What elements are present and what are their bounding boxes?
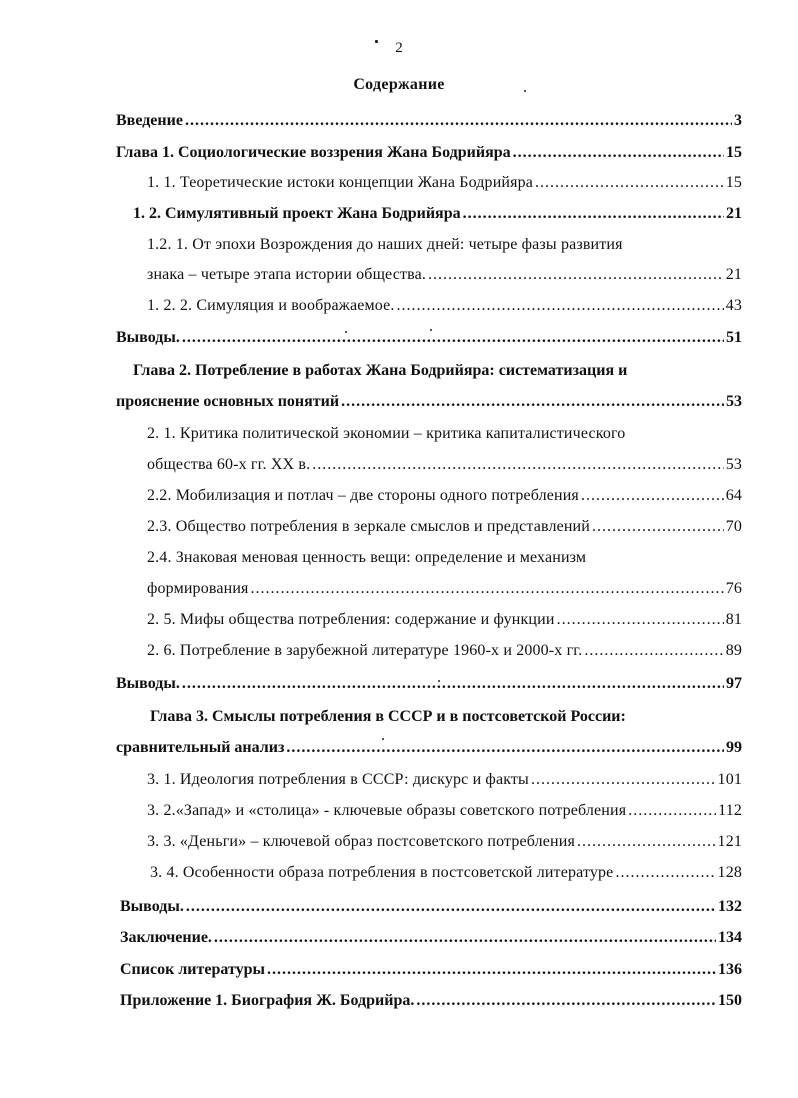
dot-leader bbox=[214, 925, 716, 951]
dot-leader bbox=[312, 452, 723, 478]
entry-title-line1: 2. 1. Критика политической экономии – критика капиталистического bbox=[147, 425, 626, 442]
entry-page: 112 bbox=[718, 802, 742, 819]
entry-page: 3 bbox=[734, 112, 742, 129]
dot-leader bbox=[463, 201, 724, 227]
entry-title-line1: 1.2. 1. От эпохи Возрождения до наших дней: четыре фазы развития bbox=[147, 236, 623, 253]
toc-entry[interactable] bbox=[147, 638, 742, 664]
dot-leader bbox=[615, 860, 715, 886]
entry-title: 1. 2. Симулятивный проект Жана Бодрийяра bbox=[133, 205, 461, 222]
toc-entry[interactable] bbox=[116, 671, 742, 697]
dot-leader bbox=[581, 483, 724, 509]
toc-entry[interactable] bbox=[147, 607, 742, 633]
entry-page: 76 bbox=[725, 580, 742, 597]
dot-leader bbox=[397, 293, 724, 319]
page-number: 2 bbox=[395, 40, 403, 56]
toc-entry[interactable] bbox=[116, 735, 742, 761]
dot-leader bbox=[182, 325, 724, 351]
entry-page: 134 bbox=[718, 929, 742, 946]
entry-title: 3. 2.«Запад» и «столица» - ключевые образы советского потребления bbox=[147, 802, 627, 819]
dot-leader bbox=[592, 514, 724, 540]
entry-title: знака – четыре этапа истории общества. bbox=[147, 266, 426, 283]
toc-entry[interactable] bbox=[147, 262, 742, 288]
entry-page: 64 bbox=[725, 487, 742, 504]
toc-entry[interactable] bbox=[116, 325, 742, 351]
entry-page: 53 bbox=[726, 393, 742, 410]
entry-page: 99 bbox=[726, 739, 742, 756]
dot-leader bbox=[182, 671, 724, 697]
entry-page: 53 bbox=[725, 456, 742, 473]
entry-page: 70 bbox=[725, 518, 742, 535]
entry-title: Приложение 1. Биография Ж. Бодрийра. bbox=[120, 992, 415, 1009]
dot-leader bbox=[513, 140, 724, 166]
toc-entry[interactable] bbox=[116, 140, 742, 166]
toc-entry[interactable] bbox=[147, 483, 742, 509]
toc-entry[interactable] bbox=[120, 925, 742, 951]
entry-page: 136 bbox=[718, 961, 742, 978]
toc-entry[interactable] bbox=[120, 894, 742, 920]
dot-leader bbox=[584, 638, 723, 664]
entry-title: Список литературы bbox=[120, 961, 265, 978]
toc-entry[interactable] bbox=[116, 108, 742, 134]
entry-title: 3. 4. Особенности образа потребления в постсоветской литературе bbox=[150, 864, 614, 881]
toc-entry[interactable] bbox=[116, 389, 742, 415]
toc-entry[interactable] bbox=[147, 798, 742, 824]
entry-page: 51 bbox=[726, 329, 742, 346]
toc-entry[interactable] bbox=[120, 988, 742, 1014]
toc-entry[interactable] bbox=[147, 829, 742, 855]
dot-leader bbox=[428, 262, 724, 288]
entry-title: 1. 1. Теоретические истоки концепции Жана Бодрийяра bbox=[147, 174, 534, 191]
toc-entry-line1[interactable] bbox=[147, 421, 742, 447]
dot-leader bbox=[341, 389, 724, 415]
entry-title: Выводы. bbox=[116, 329, 180, 346]
toc-entry-line1[interactable] bbox=[133, 358, 742, 384]
toc-entry[interactable] bbox=[147, 452, 742, 478]
entry-title: 1. 2. 2. Симуляция и воображаемое. bbox=[147, 297, 395, 314]
entry-title: 2. 5. Мифы общества потребления: содержание и функции bbox=[147, 611, 555, 628]
entry-title-line1: Глава 3. Смыслы потребления в СССР и в постсоветской России: bbox=[150, 708, 626, 725]
dot-leader bbox=[628, 798, 716, 824]
toc-entry-line1[interactable] bbox=[147, 232, 742, 258]
toc-entry[interactable] bbox=[147, 170, 742, 196]
entry-title: 3. 1. Идеология потребления в СССР: дискурс и факты bbox=[147, 771, 529, 788]
entry-title: Выводы. bbox=[116, 675, 180, 692]
entry-page: 21 bbox=[725, 266, 742, 283]
entry-title: Введение bbox=[116, 112, 183, 129]
entry-page: 43 bbox=[725, 297, 742, 314]
entry-page: 132 bbox=[718, 898, 742, 915]
toc-entry[interactable] bbox=[147, 293, 742, 319]
entry-page: 89 bbox=[725, 642, 742, 659]
entry-title: формирования bbox=[147, 580, 249, 597]
entry-title: сравнительный анализ bbox=[116, 739, 285, 756]
toc-entry[interactable] bbox=[147, 767, 742, 793]
entry-page: 15 bbox=[726, 144, 742, 161]
entry-title: прояснение основных понятий bbox=[116, 393, 340, 410]
toc-entry[interactable] bbox=[133, 201, 742, 227]
entry-title: 2.2. Мобилизация и потлач – две стороны одного потребления bbox=[147, 487, 579, 504]
dot-leader bbox=[185, 108, 732, 134]
entry-title: 2.3. Общество потребления в зеркале смыслов и представлений bbox=[147, 518, 590, 535]
entry-page: 121 bbox=[717, 833, 742, 850]
entry-page: 97 bbox=[726, 675, 742, 692]
dot-leader bbox=[531, 767, 716, 793]
entry-title: общества 60-х гг. XX в. bbox=[147, 456, 311, 473]
dot-leader bbox=[557, 607, 724, 633]
entry-title-line1: Глава 2. Потребление в работах Жана Бодрийяра: систематизация и bbox=[133, 362, 628, 379]
entry-title: Заключение. bbox=[120, 929, 212, 946]
dot-leader bbox=[186, 894, 716, 920]
entry-page: 150 bbox=[718, 992, 742, 1009]
dot-leader bbox=[416, 988, 716, 1014]
entry-title: Глава 1. Социологические воззрения Жана Бодрийяра bbox=[116, 144, 511, 161]
toc-entry[interactable] bbox=[120, 957, 742, 983]
toc-entry-line1[interactable] bbox=[150, 704, 742, 730]
entry-page: 101 bbox=[717, 771, 742, 788]
entry-title: 3. 3. «Деньги» – ключевой образ постсоветского потребления bbox=[147, 833, 575, 850]
entry-title: 2. 6. Потребление в зарубежной литературе 1960-х и 2000-х гг. bbox=[147, 642, 583, 659]
dot-leader bbox=[251, 576, 724, 602]
toc-entry[interactable] bbox=[150, 860, 742, 886]
dot-leader bbox=[286, 735, 724, 761]
scan-speck bbox=[524, 90, 526, 92]
toc-title: Содержание bbox=[353, 76, 445, 93]
entry-page: 21 bbox=[726, 205, 742, 222]
entry-title: Выводы. bbox=[120, 898, 184, 915]
dot-leader bbox=[267, 957, 716, 983]
scan-speck bbox=[375, 40, 378, 43]
dot-leader bbox=[577, 829, 716, 855]
entry-title-line1: 2.4. Знаковая меновая ценность вещи: определение и механизм bbox=[147, 549, 587, 566]
toc-entry[interactable] bbox=[147, 576, 742, 602]
toc-entry-line1[interactable] bbox=[147, 545, 742, 571]
entry-page: 15 bbox=[725, 174, 742, 191]
toc-entry[interactable] bbox=[147, 514, 742, 540]
entry-page: 128 bbox=[717, 864, 742, 881]
entry-page: 81 bbox=[725, 611, 742, 628]
dot-leader bbox=[535, 170, 724, 196]
